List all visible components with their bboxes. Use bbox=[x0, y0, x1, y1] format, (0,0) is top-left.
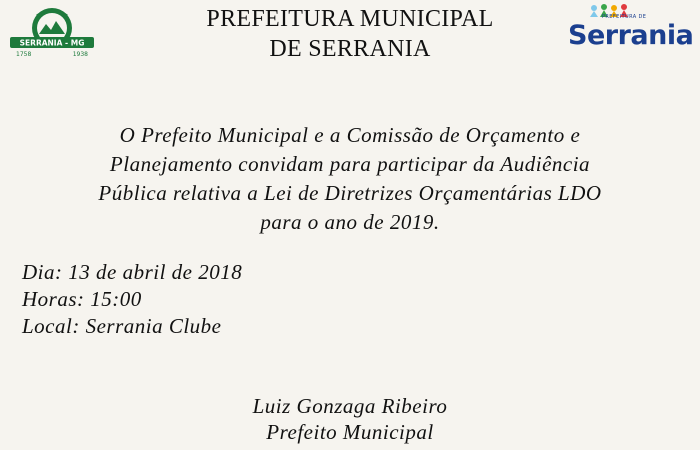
invitation-text bbox=[20, 121, 680, 237]
seal-year-left: 1758 bbox=[16, 51, 32, 58]
signature-role: Prefeito Municipal bbox=[266, 420, 434, 444]
event-time: Horas: 15:00 bbox=[22, 287, 142, 311]
invitation-line: para o ano de 2019. bbox=[260, 210, 440, 234]
header-title-line2: DE SERRANIA bbox=[269, 36, 431, 62]
header-title-line1: PREFEITURA MUNICIPAL bbox=[206, 6, 494, 32]
invitation-line: O Prefeito Municipal e a Comissão de Orçamento e bbox=[119, 123, 581, 147]
event-date: Dia: 13 de abril de 2018 bbox=[22, 260, 243, 284]
invitation-line: Planejamento convidam para participar da Audiência bbox=[109, 152, 591, 176]
invitation-line: Pública relativa a Lei de Diretrizes Orçamentárias LDO bbox=[98, 181, 602, 205]
seal-banner-text: SERRANIA - MG bbox=[19, 38, 85, 48]
seal-year-right: 1938 bbox=[72, 51, 88, 58]
event-place: Local: Serrania Clube bbox=[22, 314, 222, 338]
prefeitura-logo bbox=[566, 4, 696, 50]
municipal-seal-icon bbox=[6, 4, 98, 60]
logo-name: Serrania bbox=[568, 20, 694, 51]
signature-name: Luiz Gonzaga Ribeiro bbox=[252, 394, 448, 418]
signature-block bbox=[150, 393, 550, 445]
logo-subtitle: PREFEITURA DE bbox=[602, 14, 647, 20]
header-title bbox=[140, 4, 560, 64]
event-details bbox=[22, 259, 242, 340]
